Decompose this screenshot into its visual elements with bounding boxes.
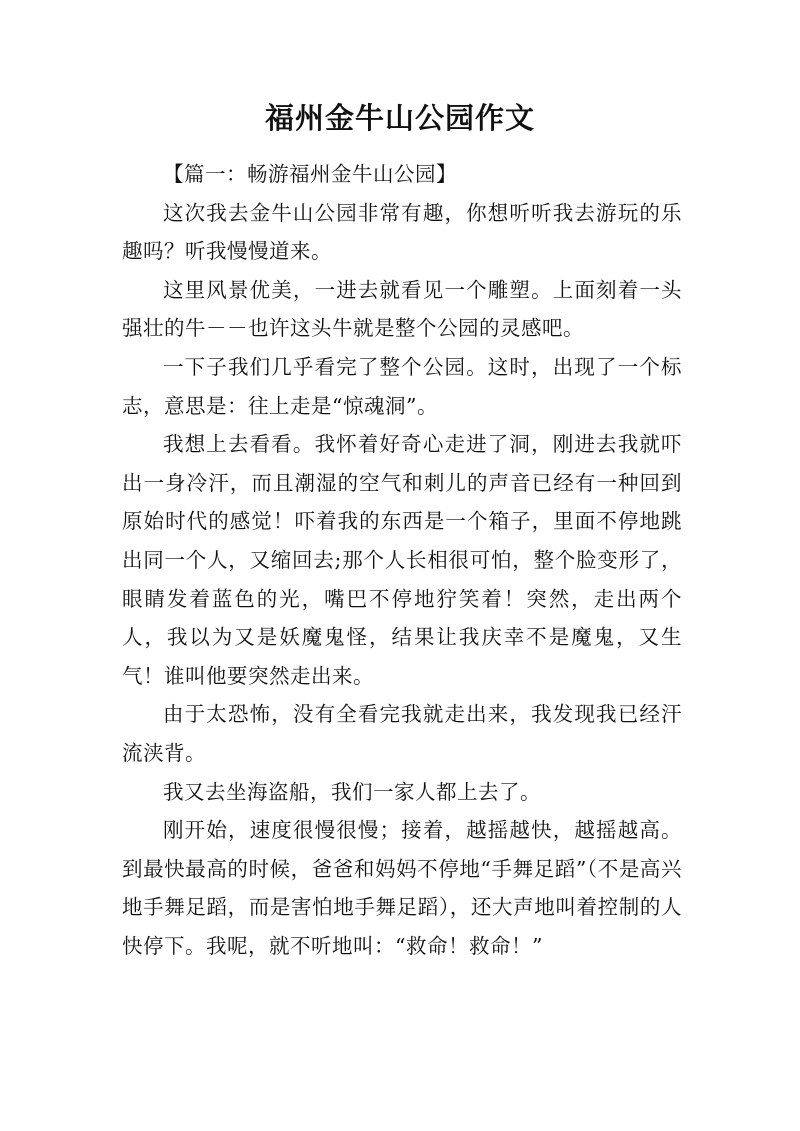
paragraph: 由于太恐怖，没有全看完我就走出来，我发现我已经汗流浃背。	[122, 702, 682, 765]
section-heading: 【篇一：畅游福州金牛山公园】	[163, 162, 457, 186]
paragraph: 我又去坐海盗船，我们一家人都上去了。	[163, 779, 541, 804]
document-title: 福州金牛山公园作文	[264, 101, 535, 135]
paragraph: 一下子我们几乎看完了整个公园。这时，出现了一个标志，意思是：往上走是“惊魂洞”。	[122, 354, 682, 418]
paragraph: 刚开始，速度很慢很慢；接着，越摇越快，越摇越高。到最快最高的时候，爸爸和妈妈不停地“手舞足蹈”（不是高兴地手舞足蹈，而是害怕地手舞足蹈），还大声地叫着控制的人快停下。我呢，就不听地叫：“救命！救命！”	[122, 818, 682, 958]
paragraph: 这里风景优美，一进去就看见一个雕塑。上面刻着一头强壮的牛－－也许这头牛就是整个公园的灵感吧。	[122, 277, 682, 341]
document-body	[122, 155, 682, 965]
paragraph: 这次我去金牛山公园非常有趣，你想听听我去游玩的乐趣吗？听我慢慢道来。	[122, 200, 682, 264]
paragraph: 我想上去看看。我怀着好奇心走进了洞，刚进去我就吓出一身冷汗，而且潮湿的空气和刺儿的声音已经有一种回到原始时代的感觉！吓着我的东西是一个箱子，里面不停地跳出同一个人，又缩回去;那个人长相很可怕，整个脸变形了，眼睛发着蓝色的光，嘴巴不停地狞笑着！突然，走出两个人，我以为又是妖魔鬼怪，结果让我庆幸不是魔鬼，又生气！谁叫他要突然走出来。	[122, 432, 682, 688]
